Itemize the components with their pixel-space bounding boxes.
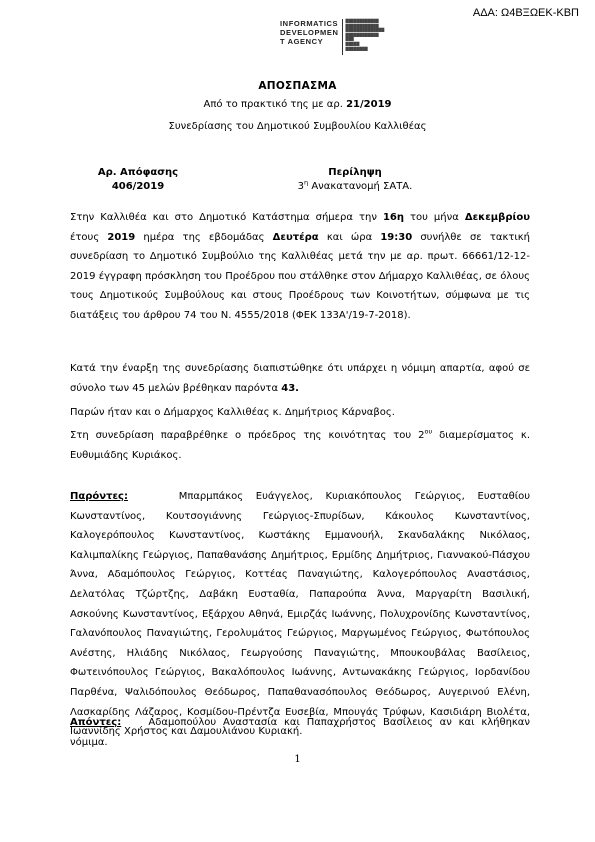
session-paragraph: Στην Καλλιθέα και στο Δημοτικό Κατάστημα σήμερα την 16η του μήνα Δεκεμβρίου έτους 2019 ημέρα της εβδομάδας Δευτέρα και ώρα 19:30 συνήλθε σε τακτική συνεδρίαση το Δημοτικό Συμβούλιο της Καλλιθέας μετά την με αρ. πρωτ. 66661/12-12-2019 έγγραφη πρόσκληση του Προέδρου που στάλθηκε στον Δήμαρχο Καλλιθέας, σε όλους τους Δημοτικούς Συμβούλους και στους Προέδρους των Κοινοτήτων, σύμφωνα με τις διατάξεις του άρθρου 74 του Ν. 4555/2018 (ΦΕΚ 133Α'/19-7-2018). bbox=[70, 212, 530, 321]
minutes-reference: Από το πρακτικό της με αρ. 21/2019 bbox=[203, 99, 392, 110]
logo-line: T AGENCY bbox=[280, 37, 324, 46]
absent-label: Απόντες: bbox=[70, 717, 122, 728]
absent-members bbox=[70, 713, 530, 752]
summary-text: $3^\eta$ Ανακατανομή ΣΑΤΑ. bbox=[297, 178, 413, 192]
document-title: ΑΠΟΣΠΑΣΜΑ bbox=[258, 80, 337, 92]
absent-text: Αδαμοπούλου Αναστασία και Παπαχρήστος Βασίλειος αν και κλήθηκαν νόμιμα. bbox=[70, 717, 530, 748]
decision-label: Αρ. Απόφασης bbox=[97, 167, 179, 178]
logo-fine-print: ████████████ ████████████ ██████████████ ████████████ ███ █████ ████████ bbox=[345, 19, 385, 51]
summary-block bbox=[290, 166, 420, 194]
logo-wordmark bbox=[280, 19, 339, 46]
page-number: 1 bbox=[294, 754, 301, 765]
ada-code: ΑΔΑ: Ω4ΒΞΩΕΚ-ΚΒΠ bbox=[472, 7, 579, 19]
logo-divider bbox=[342, 19, 343, 55]
logo-line: INFORMATICS bbox=[280, 19, 339, 28]
summary-label: Περίληψη bbox=[328, 167, 382, 178]
decision-number-block bbox=[78, 166, 198, 194]
present-label: Παρόντες: bbox=[70, 491, 128, 502]
mayor-paragraph: Παρών ήταν και ο Δήμαρχος Καλλιθέας κ. Δημήτριος Κάρναβος. bbox=[70, 407, 395, 418]
community-president-paragraph: Στη συνεδρίαση παραβρέθηκε ο πρόεδρος της κοινότητας του $2^{o\upsilon}$ διαμερίσματος κ. Ευθυμιάδης Κυριάκος. bbox=[70, 427, 531, 461]
informatics-agency-logo bbox=[280, 19, 384, 55]
quorum-paragraph: Κατά την έναρξη της συνεδρίασης διαπιστώθηκε ότι υπάρχει η νόμιμη απαρτία, αφού σε σύνολο των 45 μελών βρέθηκαν παρόντα 43. bbox=[70, 363, 530, 394]
session-line: Συνεδρίασης του Δημοτικού Συμβουλίου Καλλιθέας bbox=[168, 121, 427, 132]
logo-line: DEVELOPMEN bbox=[280, 28, 339, 37]
decision-number: 406/2019 bbox=[111, 181, 165, 192]
present-names: Μπαρμπάκος Ευάγγελος, Κυριακόπουλος Γεώργιος, Ευσταθίου Κωνσταντίνος, Κουτσογιάννης Γεώργιος-Σπυρίδων, Κάκουλος Κωνσταντίνος, Καλογερόπουλος Κωνσταντίνος, Κωστάκης Εμμανουήλ, Σκανδαλάκης Νικόλαος, Καλιμπαλίκης Γεώργιος, Παπαθανάσης Δημήτριος, Ερμίδης Δημήτριος, Γιαννακού-Πάσχου Άννα, Αδαμόπουλος Γεώργιος, Κοττέας Παναγιώτης, Καλογερόπουλος Αναστάσιος, Δελατόλας Τζώρτζης, Δαβάκη Ευσταθία, Παπαρούπα Άννα, Μαργαρίτη Βασιλική, Ασκούνης Κωνσταντίνος, Εξάρχου Αθηνά, Εμιρζάς Ιωάννης, Πολυχρονίδης Κωνσταντίνος, Γαλανόπουλος Παναγιώτης, Γερολυμάτος Γεώργιος, Μαργωμένος Γεώργιος, Φωτόπουλος Ανέστης, Ηλιάδης Νικόλαος, Γεωργούσης Παναγιώτης, Μπουκουβάλας Βασίλειος, Φωτεινόπουλος Γεώργιος, Βακαλόπουλος Ιωάννης, Αντωνακάκης Γεώργιος, Ιορδανίδου Παρθένα, Ψαλιδόπουλος Θεόδωρος, Παπαθανασόπουλος Θεόδωρος, Αυγερινού Ελένη, Λασκαρίδης Λάζαρος, Κοσμίδου-Πρέντζα Ευσεβία, Μπουγάς Τρύφων, Κασιδιάρη Βιολέτα, Ιωαννίδης Χρήστος και Δαμουλιάνου Κυριακή. bbox=[70, 491, 530, 738]
present-members bbox=[70, 487, 530, 742]
minutes-number: 21/2019 bbox=[346, 99, 392, 110]
